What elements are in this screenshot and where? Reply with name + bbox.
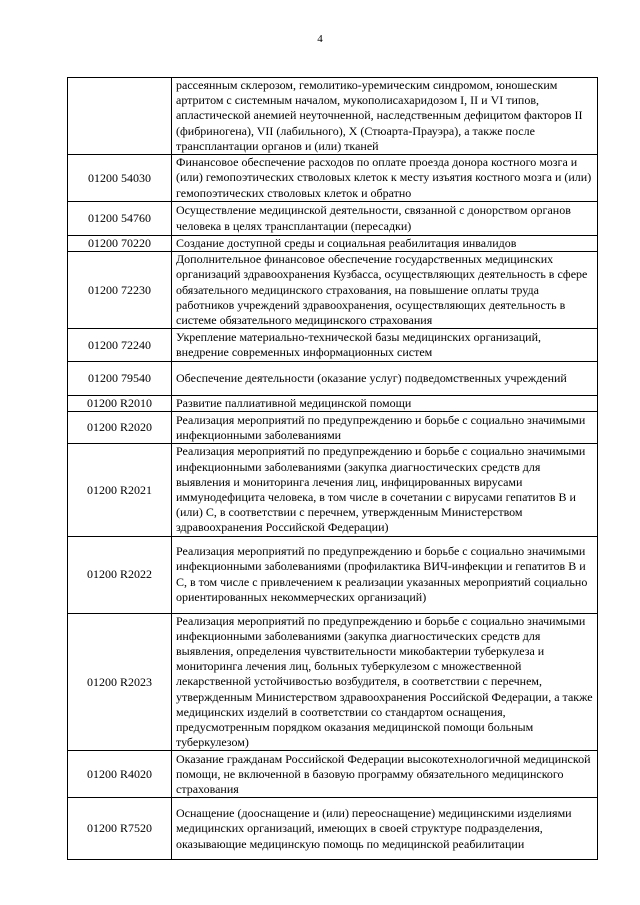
table-row [68,396,598,412]
row-code: 01200 72240 [68,329,172,362]
table-row [68,444,598,536]
row-description: Осуществление медицинской деятельности, связанной с донорством органов человека в целях трансплантации (пересадки) [172,202,598,236]
table-row [68,362,598,396]
table-row [68,613,598,751]
table-row [68,536,598,613]
row-description: Укрепление материально-технической базы медицинских организаций, внедрение современных информационных систем [172,329,598,362]
row-description: Создание доступной среды и социальная реабилитация инвалидов [172,236,598,252]
table-row [68,252,598,329]
row-description: Реализация мероприятий по предупреждению и борьбе с социально значимыми инфекционными заболеваниями (закупка диагностических средств для выявления и мониторинга лечения лиц, инфицированных вирусами иммунодефицита человека, в том числе в сочетании с вирусами гепатитов B и (или) C, в соответствии с перечнем, утвержденным Министерством здравоохранения Российской Федерации) [172,444,598,536]
table-row [68,329,598,362]
row-code: 01200 R2021 [68,444,172,536]
row-description: Реализация мероприятий по предупреждению и борьбе с социально значимыми инфекционными заболеваниями (закупка диагностических средств для выявления, определения чувствительности микобактерии туберкулеза и мониторинга лечения лиц, больных туберкулезом с множественной лекарственной устойчивостью возбудителя, в соответствии с перечнем, утвержденным Министерством здравоохранения Российской Федерации, а также медицинских изделий в соответствии со стандартом оснащения, предусмотренным порядком оказания медицинской помощи больным туберкулезом) [172,613,598,751]
row-description: Реализация мероприятий по предупреждению и борьбе с социально значимыми инфекционными заболеваниями (профилактика ВИЧ-инфекции и гепатитов B и C, в том числе с привлечением к реализации указанных мероприятий социально ориентированных некоммерческих организаций) [172,536,598,613]
row-code: 01200 54760 [68,202,172,236]
table-row [68,78,598,155]
row-description: Финансовое обеспечение расходов по оплате проезда донора костного мозга и (или) гемопоэтических стволовых клеток к месту изъятия костного мозга и (или) гемопоэтических стволовых клеток и обратно [172,155,598,202]
row-description: Оснащение (дооснащение и (или) переоснащение) медицинскими изделиями медицинских организаций, имеющих в своей структуре подразделения, оказывающие медицинскую помощь по медицинской реабилитации [172,798,598,860]
row-code: 01200 70220 [68,236,172,252]
row-code: 01200 R2023 [68,613,172,751]
row-code: 01200 R2022 [68,536,172,613]
row-description: Оказание гражданам Российской Федерации высокотехнологичной медицинской помощи, не включенной в базовую программу обязательного медицинского страхования [172,751,598,798]
row-description: Развитие паллиативной медицинской помощи [172,396,598,412]
budget-codes-table [67,77,598,860]
table-row [68,202,598,236]
row-description: рассеянным склерозом, гемолитико-уремическим синдромом, юношеским артритом с системным началом, мукополисахаридозом I, II и VI типов, апластической анемией неуточненной, наследственным дефицитом факторов II (фибриногена), VII (лабильного), X (Стюарта-Прауэра), а также после трансплантации органов и (или) тканей [172,78,598,155]
row-code: 01200 72230 [68,252,172,329]
row-code: 01200 R2010 [68,396,172,412]
row-code: 01200 R4020 [68,751,172,798]
page-number: 4 [317,33,323,45]
row-description: Реализация мероприятий по предупреждению и борьбе с социально значимыми инфекционными заболеваниями [172,412,598,444]
table-row [68,155,598,202]
row-code: 01200 R2020 [68,412,172,444]
row-description: Дополнительное финансовое обеспечение государственных медицинских организаций здравоохранения Кузбасса, осуществляющих деятельность в сфере обязательного медицинского страхования, на повышение оплаты труда работников учреждений здравоохранения, осуществляющих деятельность в системе обязательного медицинского страхования [172,252,598,329]
table-row [68,751,598,798]
row-code: 01200 54030 [68,155,172,202]
row-description: Обеспечение деятельности (оказание услуг) подведомственных учреждений [172,362,598,396]
row-code [68,78,172,155]
table-row [68,412,598,444]
row-code: 01200 R7520 [68,798,172,860]
table-row [68,798,598,860]
table-row [68,236,598,252]
row-code: 01200 79540 [68,362,172,396]
